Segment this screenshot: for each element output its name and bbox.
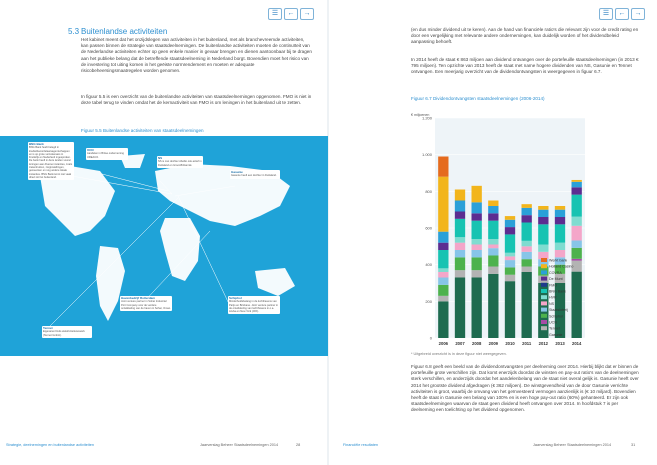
callout-havenbedrijf: Havenbedrijf Rotterdam Joint venture partner in Sohar Industrial Port Company voor de verdere ontwikkeling van de haven in Sohar, Oman.	[121, 296, 171, 310]
y-tick-label-1000: 1.000	[421, 152, 432, 158]
right-page-number: 31	[631, 443, 636, 447]
arrow-left-icon[interactable]: ←	[284, 8, 298, 20]
bar-2006-de-munt	[438, 243, 448, 250]
bar-2008-schiphol	[472, 257, 482, 270]
bar-2008-de-munt	[472, 213, 482, 220]
bar-2006-werkt-bank	[438, 157, 448, 177]
nav-controls-right	[599, 8, 645, 20]
legend-label-hvr: HVR	[549, 295, 557, 300]
legend-label-holland-casino: Holland Casino	[549, 264, 574, 269]
bar-2011-gasunie	[522, 272, 532, 338]
bar-2007-holland-casino	[455, 190, 465, 201]
bar-2014-covra	[572, 182, 582, 188]
bar-2014-hvr	[572, 217, 582, 226]
x-tick-label-2010: 2010	[505, 341, 515, 346]
legend-label-tennet: Tennet	[549, 326, 560, 331]
section-number: 5.3	[68, 27, 80, 36]
y-tick-label-0: 0	[429, 335, 432, 341]
bar-2014-ns	[572, 226, 582, 241]
x-tick-label-2012: 2012	[538, 341, 548, 346]
right-footer-section: Financiële resultaten	[343, 443, 379, 447]
legend-swatch-holland-casino	[541, 264, 547, 268]
bar-2013-ns	[555, 250, 565, 257]
bar-2012-hvr	[538, 245, 548, 252]
right-page	[329, 0, 657, 465]
legend-swatch-ns	[541, 301, 547, 305]
legend-swatch-schiphol	[541, 314, 547, 318]
arrow-right-icon[interactable]: →	[631, 8, 645, 20]
world-map	[0, 136, 328, 356]
x-tick-label-2013: 2013	[555, 341, 565, 346]
legend-label-fmo: FMO	[549, 283, 557, 288]
bar-2012-holland-casino	[538, 206, 548, 210]
right-footer-report: Jaarverslag Beheer Staatsdeelnemingen 2014	[533, 443, 612, 447]
left-footer-section: Strategie, deelnemingen en buitenlandse activiteiten	[6, 443, 95, 447]
legend-label-werkt-bank: Werkt bank	[549, 258, 568, 263]
bar-2007-covra	[455, 201, 465, 212]
bar-2008-bng-bank	[472, 221, 482, 239]
menu-icon[interactable]: ☰	[599, 8, 613, 20]
bar-2007-staatsloterij	[455, 250, 465, 257]
bar-2008-ns	[472, 245, 482, 251]
legend-label-de-munt: De Munt	[549, 277, 563, 282]
bar-2007-de-munt	[455, 212, 465, 219]
legend-swatch-bng-bank	[541, 289, 547, 293]
left-paragraph-2: In figuur 5.5 is een overzicht van de buitenlandse activiteiten van staatsdeelnemingen opgenomen. FMO is niet in deze tabel terug te vinden omdat het de kernactiviteit van FMO is om leningen in het buitenland uit te zetten.	[81, 94, 312, 106]
bar-2014-gasunie	[572, 272, 582, 338]
dividend-chart	[409, 110, 649, 360]
bar-2006-hvr	[438, 268, 448, 272]
bar-2008-covra	[472, 202, 482, 213]
x-tick-label-2006: 2006	[438, 341, 448, 346]
bar-2013-hvr	[555, 243, 565, 250]
bar-2010-ns	[505, 256, 515, 260]
bar-2013-holland-casino	[555, 206, 565, 210]
legend-swatch-covra	[541, 270, 547, 274]
left-footer-report: Jaarverslag Beheer Staatsdeelnemingen 2014	[200, 443, 279, 447]
bar-2011-tennet	[522, 267, 532, 273]
callout-gasunie: Gasunie Gasunie heeft een dochter in Duitsland.	[230, 170, 280, 179]
x-tick-label-2008: 2008	[472, 341, 482, 346]
left-page	[0, 0, 328, 465]
bar-2010-de-munt	[505, 227, 515, 234]
bar-2009-hvr	[488, 239, 498, 245]
arrow-left-icon[interactable]: ←	[615, 8, 629, 20]
bar-2014-ucn	[572, 259, 582, 261]
bar-2007-hvr	[455, 237, 465, 243]
bar-2014-de-munt	[572, 187, 582, 194]
bar-2008-hvr	[472, 239, 482, 245]
bar-2011-de-munt	[522, 215, 532, 222]
left-page-number: 28	[296, 443, 301, 447]
bar-2010-staatsloterij	[505, 260, 515, 267]
bar-2009-gasunie	[488, 274, 498, 338]
legend-label-schiphol: Schiphol	[549, 314, 563, 319]
bar-2007-bng-bank	[455, 219, 465, 237]
bar-2007-ns	[455, 243, 465, 250]
bar-2010-schiphol	[505, 267, 515, 274]
bar-2010-covra	[505, 220, 515, 227]
figure-caption-left: Figuur 5.5 Buitenlandse activiteiten van staatsdeelnemingen	[81, 128, 204, 133]
bar-2012-de-munt	[538, 217, 548, 224]
bar-2006-tennet	[438, 296, 448, 302]
section-title: Buitenlandse activiteiten	[81, 27, 168, 36]
bar-2009-staatsloterij	[488, 248, 498, 255]
legend-swatch-ucn	[541, 320, 547, 324]
legend-swatch-hvr	[541, 295, 547, 299]
legend-swatch-staatsloterij	[541, 308, 547, 312]
right-paragraph-3: Figuur 6.8 geeft een beeld van de dividendontvangsten per deelneming over 2014. Hierbij blijkt dat er binnen de portefeuille grote verschillen zijn. Dat komt enerzijds doordat de winsten en pay-out ratio's van de deelnemingen sterk verschillen, en anderzijds doordat het aandelenbelang van de staat niet overal gelijk is. Gasunie heeft over 2014 het grootste dividend afgedragen (€ 362 miljoen). De winstgevendheid van de door Gasunie verrichte activiteiten is groot, waarbij de omvang van het geïnvesteerd vermogen aanzienlijk is (€ 10 miljard). Bovendien heeft de staat in Gasunie een belang van 100% en is een hoge pay-out ratio (60%) gehanteerd. Er zijn ook staatsdeelnemingen waarvan de staat geen dividend heeft ontvangen over 2014. In hoofdstuk 7 is per deelneming een toelichting op het dividend opgenomen.	[411, 364, 639, 413]
y-tick-label-1200: 1.200	[421, 115, 432, 121]
bar-2009-tennet	[488, 267, 498, 274]
legend-label-staatsloterij: Staatsloterij	[549, 308, 568, 313]
bar-2012-bng-bank	[538, 224, 548, 244]
bar-2010-tennet	[505, 275, 515, 281]
bar-2014-schiphol	[572, 248, 582, 259]
bar-2006-covra	[438, 232, 448, 243]
x-tick-label-2011: 2011	[522, 341, 532, 346]
figure-caption-right: Figuur 6.7 Dividendontvangsten staatsdeelnemingen (2006-2014)	[411, 96, 545, 101]
chart-footnote: * Uitgebreid overzicht is in deze figuur niet weergegeven.	[411, 352, 507, 356]
y-tick-label-800: 800	[425, 188, 432, 194]
bar-2010-holland-casino	[505, 216, 515, 220]
bar-2008-gasunie	[472, 278, 482, 339]
bar-2011-schiphol	[522, 259, 532, 266]
bar-2009-holland-casino	[488, 201, 498, 207]
bar-2013-bng-bank	[555, 224, 565, 242]
y-tick-label-400: 400	[425, 262, 432, 268]
legend-swatch-werkt-bank	[541, 258, 547, 262]
bar-2006-ns	[438, 272, 448, 278]
bar-2007-tennet	[455, 270, 465, 277]
right-paragraph-1: (en dus minder dividend uit te keren). Aan de hand van financiële ratio's die relevant zijn voor de credit rating en door een vergelijking met relevante andere ondernemingen, kan duidelijk worden of het dividendbeleid aanpassing behoeft.	[411, 27, 639, 45]
legend-label-bng-bank: BNG Bank	[549, 289, 566, 294]
bar-2006-schiphol	[438, 285, 448, 296]
right-paragraph-2: In 2014 heeft de staat € 863 miljoen aan dividend ontvangen over de portefeuille staatsdeelnemingen (in 2013 € 795 miljoen). Ten opzichte van 2013 heeft de staat met name hogere dividenden van NS, Gasunie en Tennet ontvangen. Een meerjarig overzicht van de dividendontvangsten is weergegeven in figuur 6.7.	[411, 57, 639, 75]
bar-2008-staatsloterij	[472, 250, 482, 257]
legend-label-ns: NS	[549, 301, 554, 306]
y-axis-label: € miljoenen	[411, 113, 430, 117]
bar-2007-schiphol	[455, 257, 465, 270]
bar-2011-holland-casino	[522, 204, 532, 208]
bar-2009-de-munt	[488, 213, 498, 220]
bar-2014-bng-bank	[572, 195, 582, 217]
bar-2006-staatsloterij	[438, 278, 448, 285]
nav-controls-left	[268, 8, 314, 20]
legend-label-gasunie: Gasunie	[549, 332, 563, 337]
bar-2011-staatsloterij	[522, 252, 532, 259]
arrow-right-icon[interactable]: →	[300, 8, 314, 20]
bar-2014-holland-casino	[572, 180, 582, 182]
callout-bng-bank: BNG Bank BNG Bank heeft belegd in kredietbeoordelaarsagentschappen en is op grote verzekeraars in Frankrijk en Nederland ingesproken. De bank heeft in deze landen vooral leningen aan diverse instanties, zoals ziekenhuizen, zorginstellingen, gemeenten en nog andere lokale instanties. BNG Bank komt niet vaak direct tot het buitenland.	[29, 142, 73, 179]
legend-label-covra: COVRA	[549, 270, 562, 275]
legend-swatch-tennet	[541, 326, 547, 330]
legend-swatch-de-munt	[541, 277, 547, 281]
x-tick-label-2014: 2014	[572, 341, 582, 346]
bar-2009-ns	[488, 245, 498, 249]
bar-2006-bng-bank	[438, 250, 448, 268]
legend-swatch-gasunie	[541, 332, 547, 336]
callout-tennet: Tennet Eigenaren Duits elektriciteitsnetwerk (Tennet GmbH).	[42, 326, 92, 338]
bar-2009-bng-bank	[488, 221, 498, 239]
callout-ucn: UCN Aandelen in Britse onderneming UREACO.	[86, 148, 128, 160]
bar-2013-covra	[555, 210, 565, 217]
x-tick-label-2007: 2007	[455, 341, 465, 346]
callout-schiphol: Schiphol Minderheidsbelang in de luchthavens van Parijs en Brisbane. Joint venture partner in de ontwikkeling van luchthavens in o.a. Aruba en New York (JFK).	[229, 296, 279, 314]
bar-2007-gasunie	[455, 278, 465, 339]
y-tick-label-200: 200	[425, 298, 432, 304]
bar-2010-hvr	[505, 253, 515, 257]
bar-2006-holland-casino	[438, 177, 448, 232]
bar-2011-ns	[522, 246, 532, 252]
menu-icon[interactable]: ☰	[268, 8, 282, 20]
bar-2009-covra	[488, 206, 498, 213]
left-paragraph-1: Het kabinet meent dat het onzijdslegen van activiteiten in het buitenland, met als branchevreemde activiteiten, kan passen binnen de strategie van staatsdeelnemingen. De buitenlandse activiteiten moeten de continuïteit van de Nederlandse activiteiten echter op geen enkele manier in gevaar brengen en dienen aantoonbaar bij te dragen aan het publieke belang dat de betreffende staatsdeelneming in Nederland borgt. Bovendien moet het risico van de investering tot uiting komen in het geëiste normrendement en moeten er adequate risicobeheersingsmaatregelen worden genomen.	[81, 37, 312, 74]
bar-2012-covra	[538, 210, 548, 217]
x-tick-label-2009: 2009	[488, 341, 498, 346]
bar-2010-bng-bank	[505, 234, 515, 252]
legend-label-ucn: UCN	[549, 320, 557, 325]
bar-2011-bng-bank	[522, 223, 532, 241]
bar-2014-staatsloterij	[572, 240, 582, 247]
bar-2006-gasunie	[438, 301, 448, 338]
legend-swatch-fmo	[541, 283, 547, 287]
bar-2008-tennet	[472, 270, 482, 277]
bar-2010-gasunie	[505, 281, 515, 338]
y-tick-label-600: 600	[425, 225, 432, 231]
bar-2011-hvr	[522, 241, 532, 247]
bar-2013-de-munt	[555, 217, 565, 224]
callout-ns: NS NS is met dochter Abellio ook actief in Duitsland en Groot-Brittannië.	[158, 156, 202, 167]
bar-2011-covra	[522, 208, 532, 215]
bar-2008-holland-casino	[472, 186, 482, 203]
bar-2009-schiphol	[488, 256, 498, 267]
